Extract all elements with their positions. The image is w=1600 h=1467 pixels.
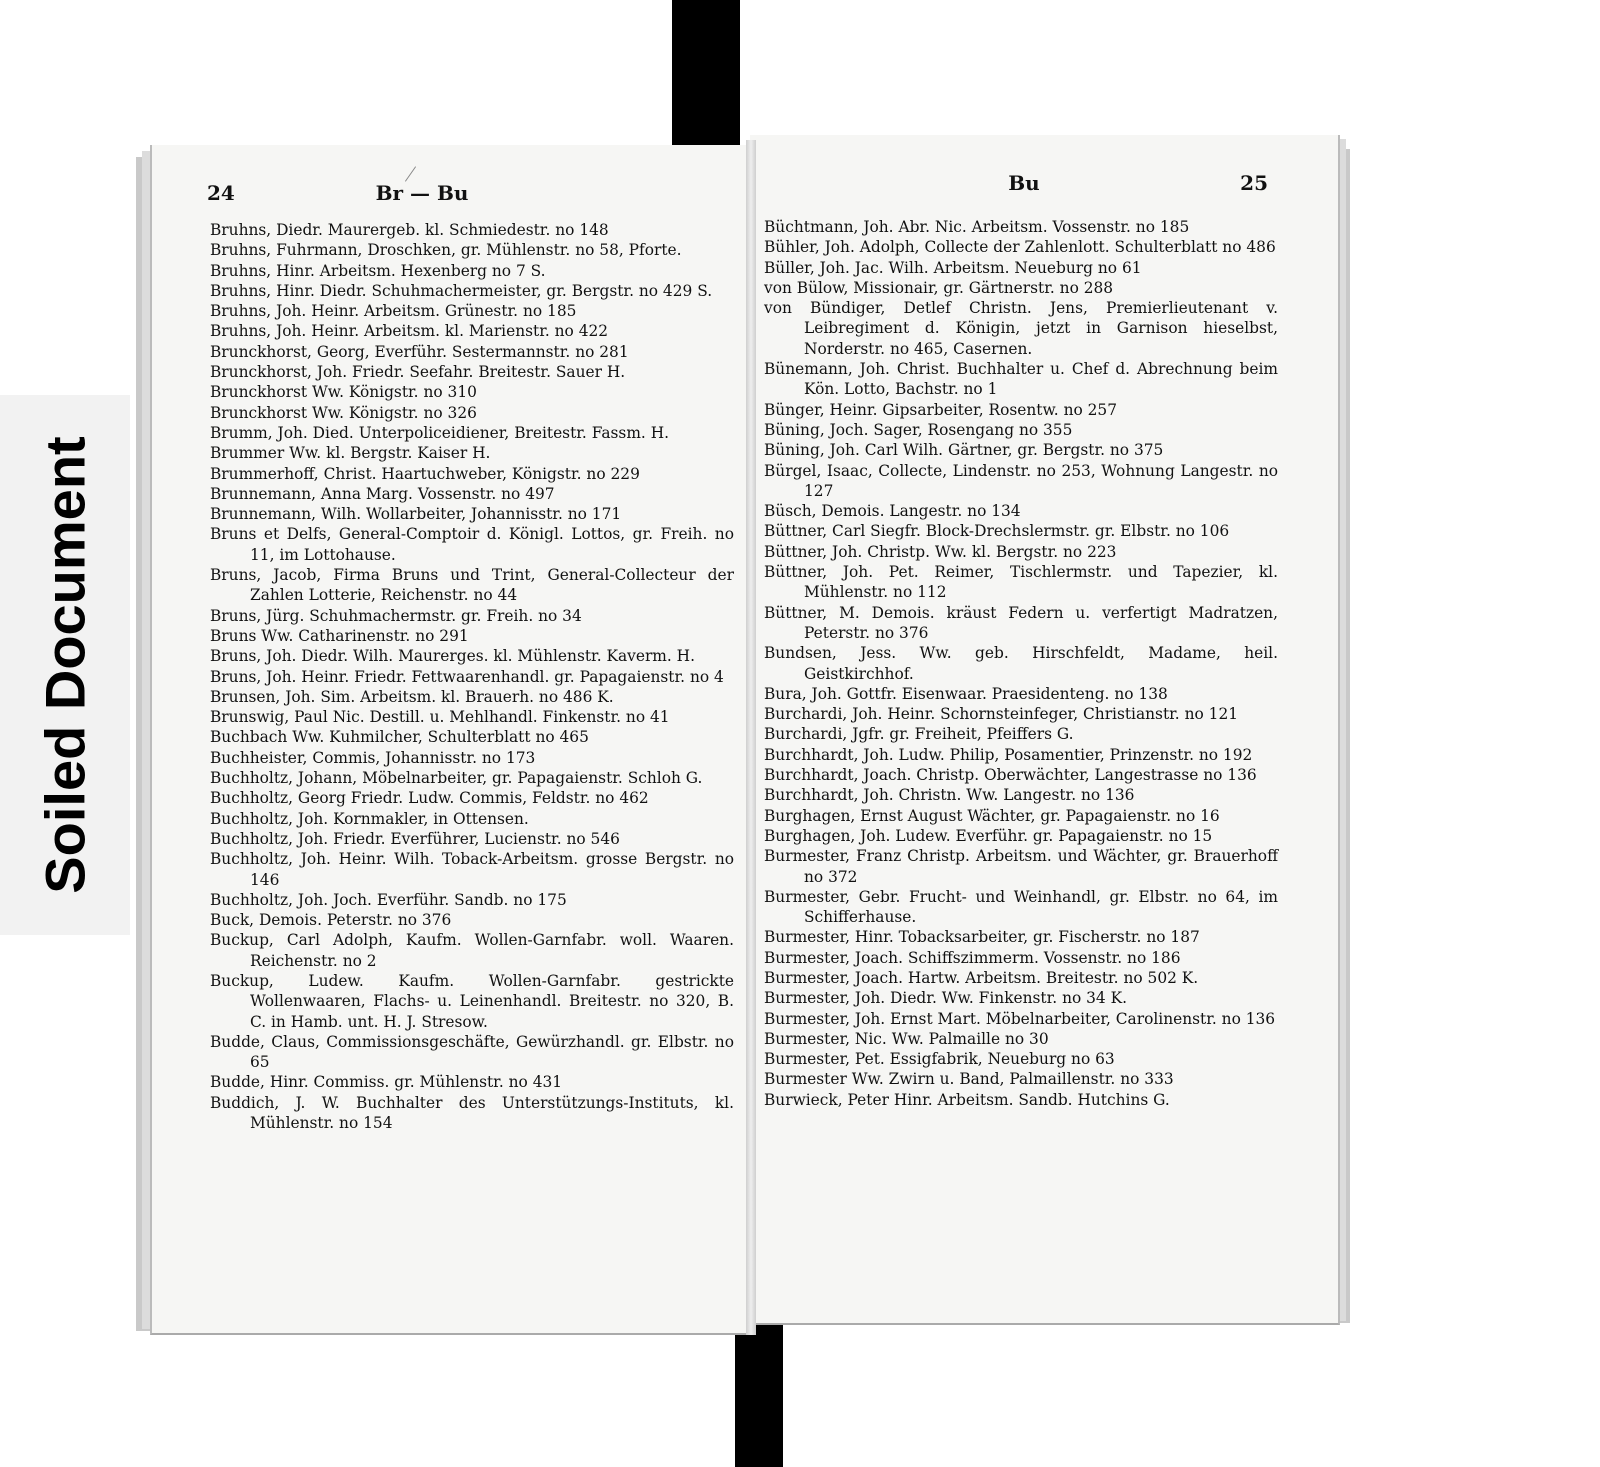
directory-entry: Buchholtz, Joh. Heinr. Wilh. Toback-Arbeitsm. grosse Bergstr. no 146 [210, 850, 734, 889]
binding-ribbon-top [672, 0, 740, 152]
directory-entry: von Bündiger, Detlef Christn. Jens, Premierlieutenant v. Leibregiment d. Königin, jetzt in Garnison hieselbst, Norderstr. no 465, Casernen. [764, 299, 1278, 358]
directory-entry: Buchholtz, Joh. Kornmakler, in Ottensen. [210, 809, 529, 828]
directory-entry: Büning, Joh. Carl Wilh. Gärtner, gr. Bergstr. no 375 [764, 441, 1164, 460]
book-gutter [746, 140, 756, 1335]
directory-entry: Burmester, Franz Christp. Arbeitsm. und Wächter, gr. Brauerhoff no 372 [764, 847, 1278, 886]
directory-entry: Bundsen, Jess. Ww. geb. Hirschfeldt, Madame, heil. Geistkirchhof. [764, 644, 1278, 683]
directory-entry: Brunnemann, Wilh. Wollarbeiter, Johannisstr. no 171 [210, 505, 622, 524]
directory-entry: Büchtmann, Joh. Abr. Nic. Arbeitsm. Vossenstr. no 185 [764, 218, 1190, 236]
directory-entry: Burmester, Pet. Essigfabrik, Neueburg no 63 [764, 1050, 1115, 1069]
directory-entry: Brunsen, Joh. Sim. Arbeitsm. kl. Brauerh. no 486 K. [210, 687, 614, 706]
directory-entry: Burghagen, Joh. Ludew. Everführ. gr. Papagaienstr. no 15 [764, 826, 1213, 845]
directory-entry: Bruhns, Fuhrmann, Droschken, gr. Mühlenstr. no 58, Pforte. [210, 241, 682, 260]
directory-entries-left [210, 220, 734, 1133]
directory-entry: Bürgel, Isaac, Collecte, Lindenstr. no 253, Wohnung Langestr. no 127 [764, 461, 1278, 500]
directory-entry: Budde, Claus, Commissionsgeschäfte, Gewürzhandl. gr. Elbstr. no 65 [210, 1032, 734, 1072]
directory-entry: Budde, Hinr. Commiss. gr. Mühlenstr. no 431 [210, 1073, 563, 1092]
directory-entry: Burchardi, Joh. Heinr. Schornsteinfeger, Christianstr. no 121 [764, 705, 1239, 724]
directory-entry: Buckup, Ludew. Kaufm. Wollen-Garnfabr. gestrickte Wollenwaaren, Flachs- u. Leinenhandl. Breitestr. no 320, B. C. in Hamb. unt. H. J. Stresow. [210, 971, 734, 1031]
directory-entry: Burwieck, Peter Hinr. Arbeitsm. Sandb. Hutchins G. [764, 1090, 1170, 1109]
directory-entry: Burchhardt, Joach. Christp. Oberwächter, Langestrasse no 136 [764, 766, 1257, 785]
right-page [750, 135, 1340, 1325]
left-page-header [152, 181, 752, 211]
soiled-document-text: Soiled Document [33, 436, 97, 894]
running-head-right: Bu [1008, 171, 1040, 195]
directory-entry: Buchholtz, Joh. Friedr. Everführer, Lucienstr. no 546 [210, 829, 620, 848]
directory-entry: Brunckhorst, Joh. Friedr. Seefahr. Breitestr. Sauer H. [210, 363, 626, 382]
directory-entry: Buchholtz, Johann, Möbelnarbeiter, gr. Papagaienstr. Schloh G. [210, 769, 703, 788]
directory-entry: Bünemann, Joh. Christ. Buchhalter u. Chef d. Abrechnung beim Kön. Lotto, Bachstr. no 1 [764, 360, 1278, 399]
directory-entry: Buddich, J. W. Buchhalter des Unterstützungs-Instituts, kl. Mühlenstr. no 154 [210, 1093, 734, 1133]
directory-entries-right [764, 217, 1278, 1110]
directory-entry: Buchholtz, Joh. Joch. Everführ. Sandb. no 175 [210, 890, 567, 909]
directory-entry: Brunckhorst Ww. Königstr. no 310 [210, 383, 477, 402]
directory-entry: Bruhns, Hinr. Diedr. Schuhmachermeister, gr. Bergstr. no 429 S. [210, 281, 713, 300]
directory-entry: Burmester, Nic. Ww. Palmaille no 30 [764, 1029, 1049, 1048]
directory-entry: Brunckhorst Ww. Königstr. no 326 [210, 403, 477, 422]
directory-entry: Burmester Ww. Zwirn u. Band, Palmaillenstr. no 333 [764, 1070, 1174, 1089]
directory-entry: von Bülow, Missionair, gr. Gärtnerstr. no 288 [764, 278, 1114, 297]
directory-entry: Bura, Joh. Gottfr. Eisenwaar. Praesidenteng. no 138 [764, 684, 1168, 703]
directory-entry: Bruns et Delfs, General-Comptoir d. Königl. Lottos, gr. Freih. no 11, im Lottohause. [210, 525, 734, 564]
directory-entry: Buck, Demois. Peterstr. no 376 [210, 911, 452, 930]
directory-entry: Bruhns, Diedr. Maurergeb. kl. Schmiedestr. no 148 [210, 221, 609, 239]
directory-entry: Büttner, Joh. Pet. Reimer, Tischlermstr. und Tapezier, kl. Mühlenstr. no 112 [764, 563, 1278, 602]
directory-entry: Burmester, Joh. Ernst Mart. Möbelnarbeiter, Carolinenstr. no 136 [764, 1009, 1276, 1028]
binding-ribbon-bottom [735, 1320, 783, 1467]
directory-entry: Burmester, Hinr. Tobacksarbeiter, gr. Fischerstr. no 187 [764, 928, 1200, 947]
directory-entry: Büttner, Carl Siegfr. Block-Drechslermstr. gr. Elbstr. no 106 [764, 522, 1230, 541]
directory-entry: Bruns Ww. Catharinenstr. no 291 [210, 626, 469, 645]
directory-entry: Bruhns, Joh. Heinr. Arbeitsm. kl. Marienstr. no 422 [210, 322, 609, 341]
directory-entry: Bruns, Joh. Diedr. Wilh. Maurerges. kl. Mühlenstr. Kaverm. H. [210, 647, 695, 666]
directory-entry: Burchhardt, Joh. Christn. Ww. Langestr. no 136 [764, 786, 1135, 805]
right-page-header [750, 171, 1338, 201]
directory-entry: Bruhns, Joh. Heinr. Arbeitsm. Grünestr. no 185 [210, 302, 577, 321]
directory-entry: Brunswig, Paul Nic. Destill. u. Mehlhandl. Finkenstr. no 41 [210, 708, 670, 727]
directory-entry: Burmester, Joach. Hartw. Arbeitsm. Breitestr. no 502 K. [764, 968, 1199, 987]
directory-entry: Bruns, Jürg. Schuhmachermstr. gr. Freih. no 34 [210, 606, 582, 625]
directory-entry: Brunnemann, Anna Marg. Vossenstr. no 497 [210, 484, 555, 503]
left-page [150, 145, 752, 1335]
directory-entry: Brummer Ww. kl. Bergstr. Kaiser H. [210, 444, 491, 463]
directory-entry: Burmester, Joach. Schiffszimmerm. Vossenstr. no 186 [764, 948, 1181, 967]
directory-entry: Burghagen, Ernst August Wächter, gr. Papagaienstr. no 16 [764, 806, 1220, 825]
fold-mark [405, 166, 416, 181]
page-number-right: 25 [1240, 171, 1268, 195]
directory-entry: Burmester, Joh. Diedr. Ww. Finkenstr. no 34 K. [764, 989, 1128, 1008]
directory-entry: Buckup, Carl Adolph, Kaufm. Wollen-Garnfabr. woll. Waaren. Reichenstr. no 2 [210, 931, 734, 970]
directory-entry: Buchbach Ww. Kuhmilcher, Schulterblatt no 465 [210, 728, 589, 747]
soiled-document-label [0, 395, 130, 935]
directory-entry: Bünger, Heinr. Gipsarbeiter, Rosentw. no 257 [764, 400, 1118, 419]
directory-entry: Büller, Joh. Jac. Wilh. Arbeitsm. Neueburg no 61 [764, 258, 1142, 277]
directory-entry: Bruns, Joh. Heinr. Friedr. Fettwaarenhandl. gr. Papagaienstr. no 4 [210, 667, 724, 686]
directory-entry: Buchheister, Commis, Johannisstr. no 173 [210, 748, 536, 767]
directory-entry: Büsch, Demois. Langestr. no 134 [764, 502, 1021, 521]
directory-entry: Büttner, M. Demois. kräust Federn u. verfertigt Madratzen, Peterstr. no 376 [764, 603, 1278, 642]
directory-entry: Burchardi, Jgfr. gr. Freiheit, Pfeiffers G. [764, 725, 1074, 744]
directory-entry: Brunckhorst, Georg, Everführ. Sestermannstr. no 281 [210, 342, 629, 361]
directory-entry: Bühler, Joh. Adolph, Collecte der Zahlenlott. Schulterblatt no 486 [764, 238, 1276, 257]
directory-entry: Buchholtz, Georg Friedr. Ludw. Commis, Feldstr. no 462 [210, 789, 649, 808]
directory-entry: Brummerhoff, Christ. Haartuchweber, Königstr. no 229 [210, 464, 640, 483]
directory-entry: Bruhns, Hinr. Arbeitsm. Hexenberg no 7 S. [210, 261, 546, 280]
directory-entry: Burchhardt, Joh. Ludw. Philip, Posamentier, Prinzenstr. no 192 [764, 745, 1253, 764]
directory-entry: Büttner, Joh. Christp. Ww. kl. Bergstr. no 223 [764, 542, 1117, 561]
running-head-left: Br — Bu [375, 181, 469, 205]
directory-entry: Burmester, Gebr. Frucht- und Weinhandl, gr. Elbstr. no 64, im Schifferhause. [764, 887, 1278, 927]
directory-entry: Bruns, Jacob, Firma Bruns und Trint, General-Collecteur der Zahlen Lotterie, Reichenstr. no 44 [210, 566, 734, 605]
directory-entry: Brumm, Joh. Died. Unterpoliceidiener, Breitestr. Fassm. H. [210, 423, 670, 442]
directory-entry: Büning, Joch. Sager, Rosengang no 355 [764, 420, 1073, 439]
page-number-left: 24 [207, 181, 235, 205]
